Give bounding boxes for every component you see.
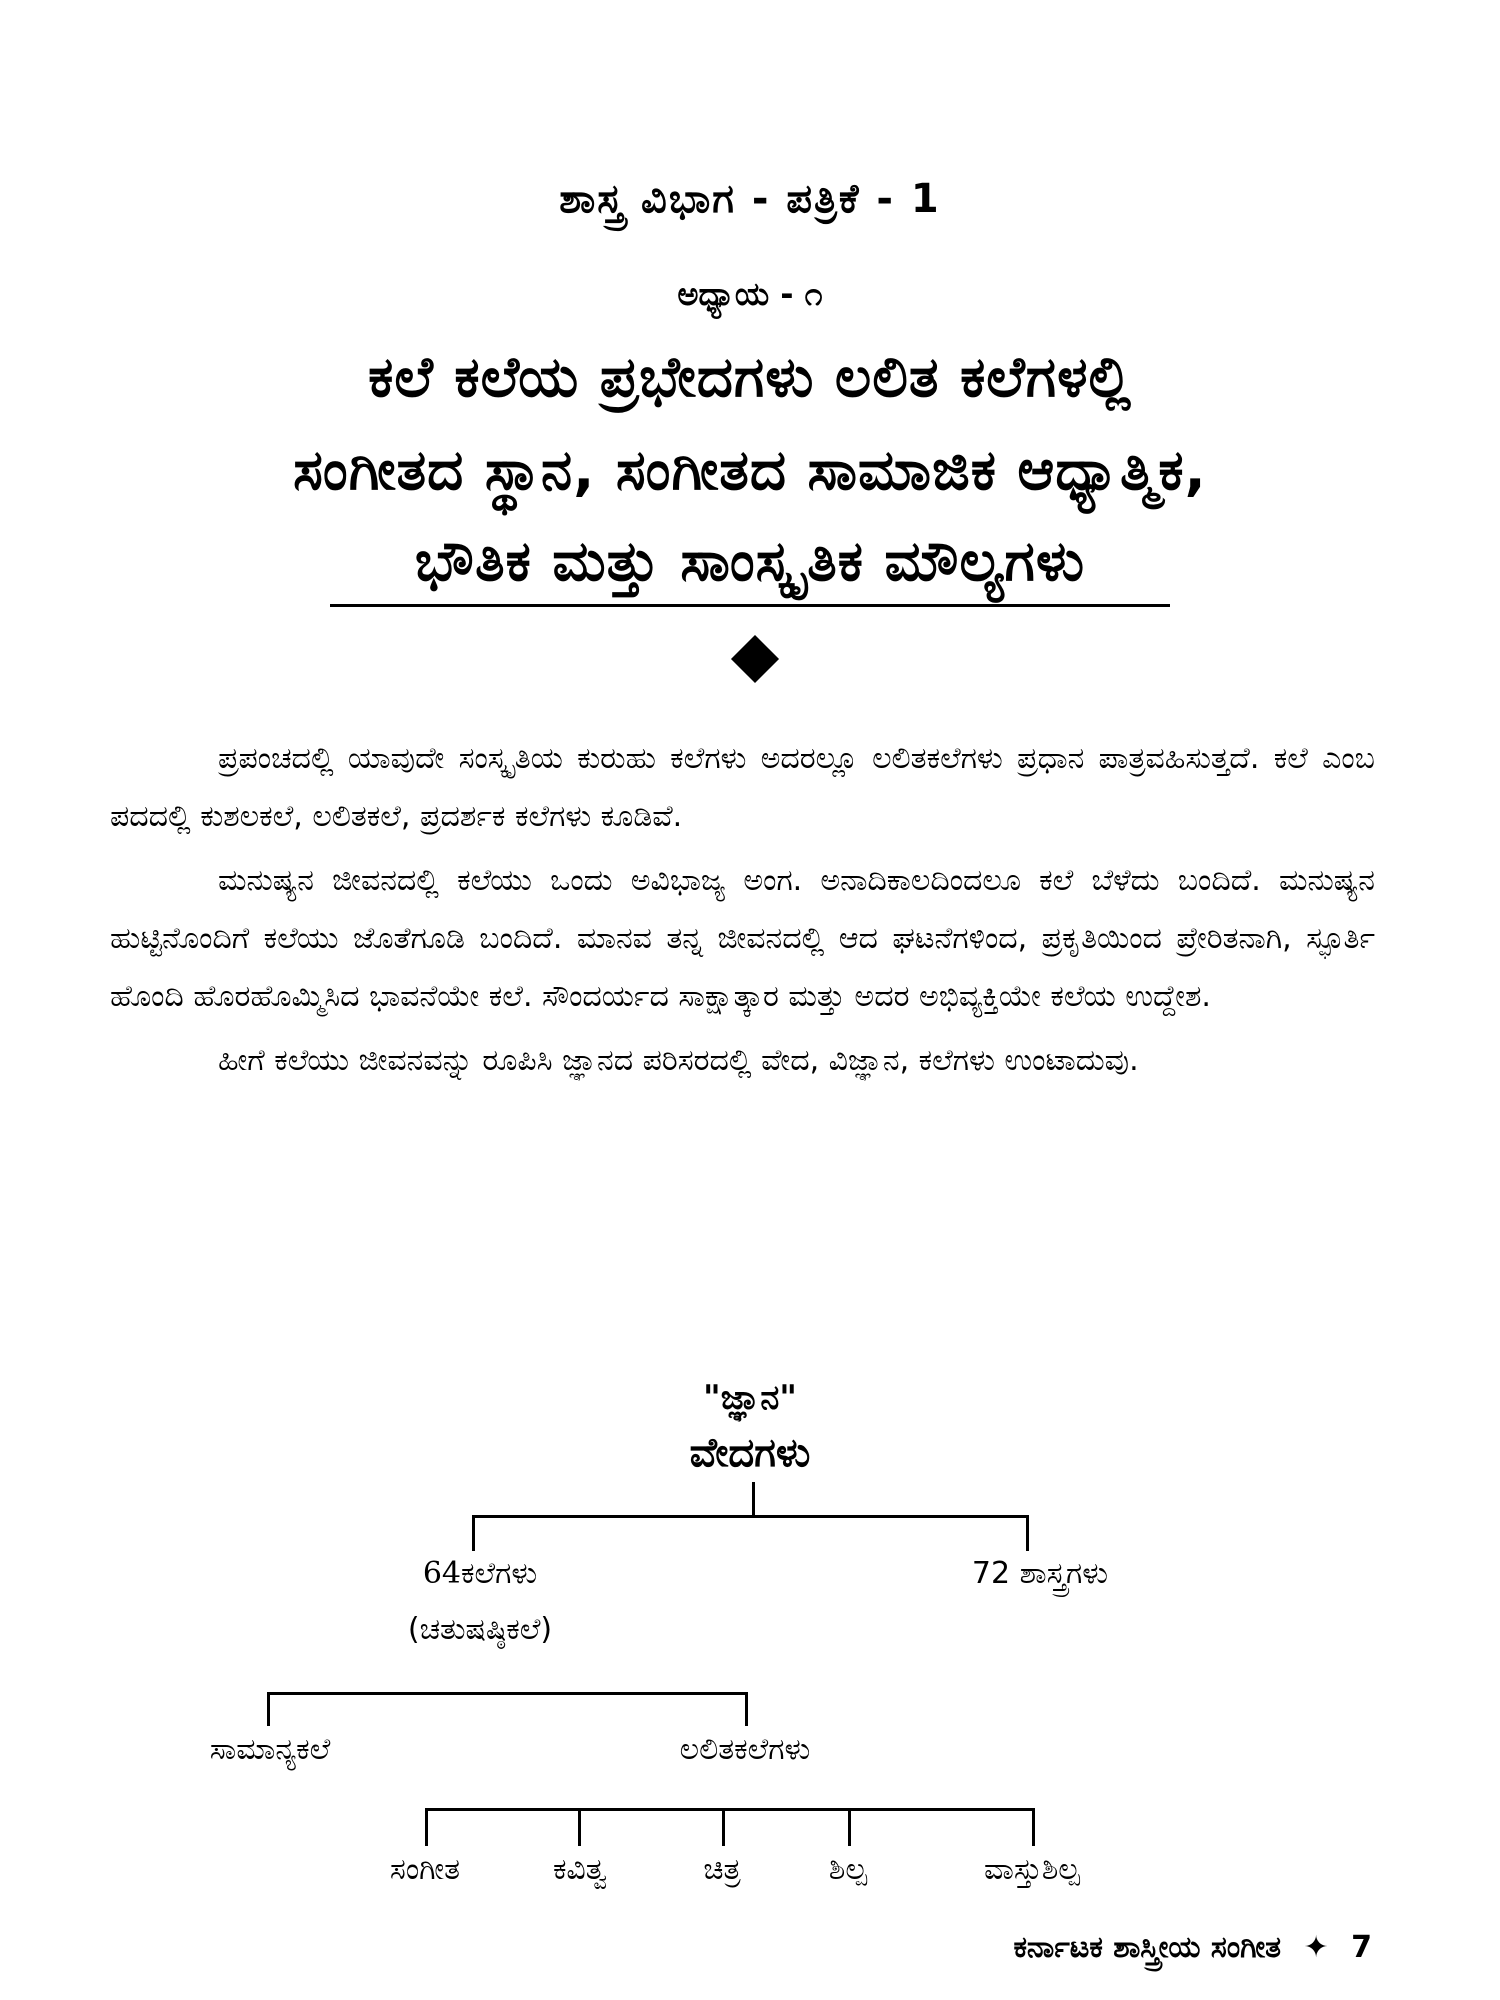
chapter-label: ಅಧ್ಯಾಯ - ೧: [677, 275, 823, 313]
tree-node-72-shastras: 72 ಶಾಸ್ತ್ರಗಳು: [971, 1556, 1109, 1591]
page-footer: [1013, 1930, 1372, 1965]
tree-connector: [425, 1808, 1035, 1811]
tree-root: ವೇದಗಳು: [689, 1430, 811, 1476]
tree-connector: [1032, 1808, 1035, 1846]
tree-connector: [425, 1808, 428, 1846]
tree-connector: [722, 1808, 725, 1846]
tree-connector: [472, 1515, 1029, 1518]
tree-connector: [1026, 1515, 1029, 1551]
tree-connector: [745, 1692, 748, 1726]
bullet-icon: ✦: [1303, 1930, 1329, 1965]
tree-leaf-poetry: ಕವಿತ್ವ: [552, 1852, 608, 1887]
tree-root-label: "ಜ್ಞಾನ": [703, 1378, 797, 1418]
paragraph-1: ಪ್ರಪಂಚದಲ್ಲಿ ಯಾವುದೇ ಸಂಸ್ಕೃತಿಯ ಕುರುಹು ಕಲೆಗಳು ಅದರಲ್ಲೂ ಲಲಿತಕಲೆಗಳು ಪ್ರಧಾನ ಪಾತ್ರವಹಿಸುತ್ತದೆ. ಕಲೆ ಎಂಬ ಪದದಲ್ಲಿ ಕುಶಲಕಲೆ, ಲಲಿತಕಲೆ, ಪ್ರದರ್ಶಕ ಕಲೆಗಳು ಕೂಡಿವೆ.: [110, 741, 1375, 834]
tree-connector: [267, 1692, 748, 1695]
tree-leaf-architecture: ವಾಸ್ತುಶಿಲ್ಪ: [983, 1852, 1081, 1887]
chapter-title-line-2: ಸಂಗೀತದ ಸ್ಥಾನ, ಸಂಗೀತದ ಸಾಮಾಜಿಕ ಆಧ್ಯಾತ್ಮಿಕ,: [293, 438, 1207, 503]
title-underline: [330, 604, 1170, 607]
tree-connector: [578, 1808, 581, 1846]
paragraph-3: ಹೀಗೆ ಕಲೆಯು ಜೀವನವನ್ನು ರೂಪಿಸಿ ಜ್ಞಾನದ ಪರಿಸರದಲ್ಲಿ ವೇದ, ವಿಜ್ಞಾನ, ಕಲೆಗಳು ಉಂಟಾದುವು.: [218, 1043, 1139, 1078]
section-header: ಶಾಸ್ತ್ರ ವಿಭಾಗ - ಪತ್ರಿಕೆ - 1: [559, 176, 941, 222]
tree-connector: [752, 1482, 755, 1516]
tree-leaf-sculpture: ಶಿಲ್ಪ: [828, 1852, 868, 1887]
tree-node-64-arts: 64ಕಲೆಗಳು: [422, 1556, 538, 1591]
diamond-ornament-icon: [731, 635, 779, 683]
tree-node-64-arts-alt: (ಚತುಷಷ್ಠಿಕಲೆ): [407, 1612, 553, 1647]
page-number: 7: [1351, 1930, 1372, 1965]
tree-connector: [472, 1515, 475, 1551]
tree-leaf-painting: ಚಿತ್ರ: [703, 1852, 741, 1887]
tree-node-common-arts: ಸಾಮಾನ್ಯಕಲೆ: [209, 1732, 331, 1767]
chapter-title-line-3: ಭೌತಿಕ ಮತ್ತು ಸಾಂಸ್ಕೃತಿಕ ಮೌಲ್ಯಗಳು: [414, 529, 1086, 594]
body-text: [110, 730, 1375, 1096]
book-title: ಕರ್ನಾಟಕ ಶಾಸ್ತ್ರೀಯ ಸಂಗೀತ: [1013, 1930, 1282, 1965]
tree-connector: [267, 1692, 270, 1726]
paragraph-2: ಮನುಷ್ಯನ ಜೀವನದಲ್ಲಿ ಕಲೆಯು ಒಂದು ಅವಿಭಾಜ್ಯ ಅಂಗ. ಅನಾದಿಕಾಲದಿಂದಲೂ ಕಲೆ ಬೆಳೆದು ಬಂದಿದೆ. ಮನುಷ್ಯನ ಹುಟ್ಟಿನೊಂದಿಗೆ ಕಲೆಯು ಜೊತೆಗೂಡಿ ಬಂದಿದೆ. ಮಾನವ ತನ್ನ ಜೀವನದಲ್ಲಿ ಆದ ಘಟನೆಗಳಿಂದ, ಪ್ರಕೃತಿಯಿಂದ ಪ್ರೇರಿತನಾಗಿ, ಸ್ಫೂರ್ತಿ ಹೊಂದಿ ಹೊರಹೊಮ್ಮಿಸಿದ ಭಾವನೆಯೇ ಕಲೆ. ಸೌಂದರ್ಯದ ಸಾಕ್ಷಾತ್ಕಾರ ಮತ್ತು ಅದರ ಅಭಿವ್ಯಕ್ತಿಯೇ ಕಲೆಯ ಉದ್ದೇಶ.: [110, 863, 1375, 1014]
chapter-title-line-1: ಕಲೆ ಕಲೆಯ ಪ್ರಭೇದಗಳು ಲಲಿತ ಕಲೆಗಳಲ್ಲಿ: [368, 345, 1132, 410]
tree-connector: [848, 1808, 851, 1846]
tree-leaf-music: ಸಂಗೀತ: [389, 1852, 461, 1887]
tree-node-fine-arts: ಲಲಿತಕಲೆಗಳು: [679, 1732, 811, 1767]
